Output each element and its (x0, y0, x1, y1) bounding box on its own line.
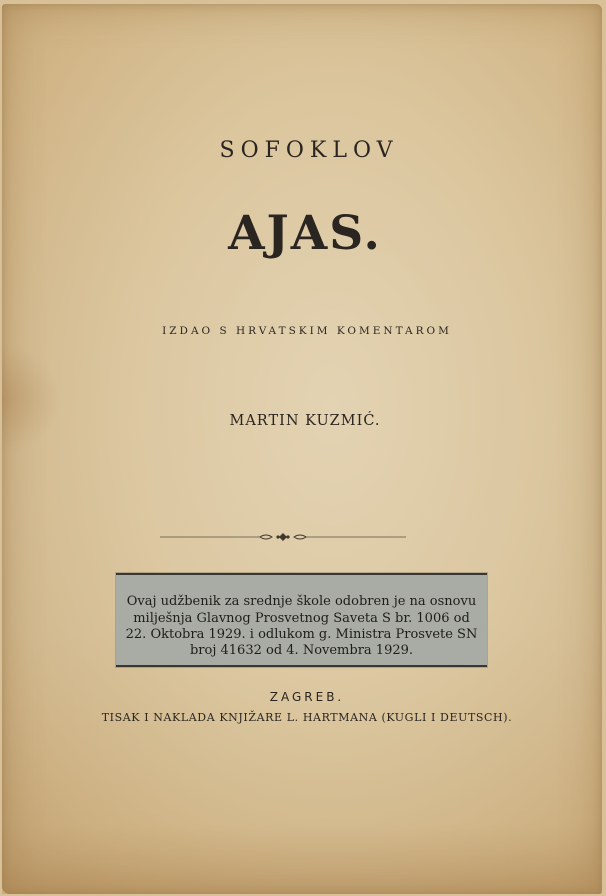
paper-stain (2, 824, 602, 894)
notice-line: broj 41632 od 4. Novembra 1929. (189, 643, 414, 658)
approval-notice-label (116, 573, 487, 667)
subtitle: IZDAO S HRVATSKIM KOMENTAROM (162, 325, 452, 337)
ornamental-rule-icon (160, 530, 406, 544)
notice-line: 22. Oktobra 1929. i odlukom g. Ministra Prosvete SN (125, 627, 478, 642)
publisher-imprint: TISAK I NAKLADA KNJIŽARE L. HARTMANA (KUGLI I DEUTSCH). (101, 711, 513, 724)
publication-place: ZAGREB. (269, 690, 345, 704)
notice-line: Ovaj udžbenik za srednje škole odobren je na osnovu (126, 594, 477, 609)
notice-line: milješnja Glavnog Prosvetnog Saveta S br. 1006 od (133, 611, 470, 626)
paper-stain (2, 344, 62, 454)
book-title: AJAS. (228, 206, 382, 261)
author-name: SOFOKLOV (219, 138, 399, 163)
editor-name: MARTIN KUZMIĆ. (229, 413, 381, 429)
